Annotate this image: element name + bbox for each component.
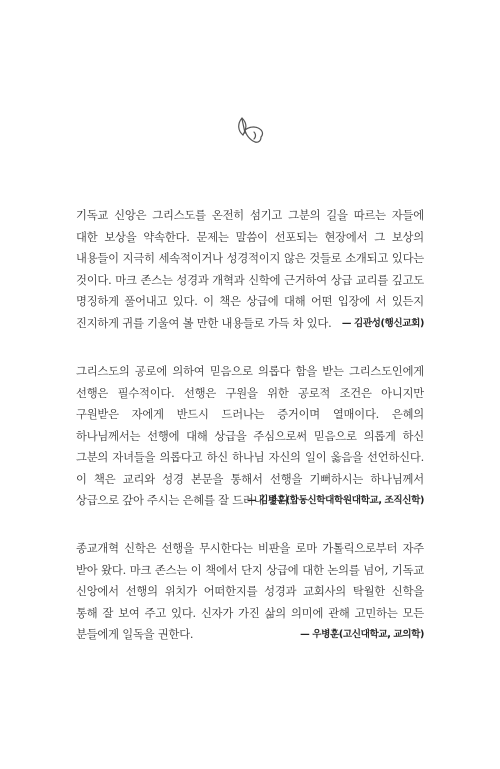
quote-text: 종교개혁 신학은 선행을 무시한다는 비판을 로마 가톨릭으로부터 자주 받아 왔다. 마크 존스는 이 책에서 단지 상급에 대한 논의를 넘어, 기독교 신앙에서 선행의 위치가 어떠한지를 성경과 교회사의 탁월한 신학을 통해 잘 보여 주고 있다. 신자가 가진 삶의 의미에 관해 고민하는 모든 분들에게 일독을 권한다. xyxy=(76,542,424,641)
quote-text: 그리스도의 공로에 의하여 믿음으로 의롭다 함을 받는 그리스도인에게 선행은 필수적이다. 선행은 구원을 위한 공로적 조건은 아니지만 구원받은 자에게 반드시 드러나는 증거이며 열매이다. 은혜의 하나님께서는 선행에 대해 상급을 주심으로써 믿음으로 의롭게 하신 그분의 자녀들을 의롭다고 하신 하나님 자신의 일이 옳음을 선언하신다. 이 책은 교리와 성경 본문을 통해서 선행을 기뻐하시는 하나님께서 상급으로 갚아 주시는 은혜를 잘 드러내 준다. xyxy=(76,365,424,507)
quote-text: 기독교 신앙은 그리스도를 온전히 섬기고 그분의 길을 따르는 자들에 대한 보상을 약속한다. 문제는 말씀이 선포되는 현장에서 그 보상의 내용들이 지극히 세속적이거나 성경적이지 않은 것들로 소개되고 있다는 것이다. 마크 존스는 성경과 개혁과 신학에 근거하여 상급 교리를 깊고도 명징하게 풀어내고 있다. 이 책은 상급에 대해 어떤 입장에 서 있든지 진지하게 귀를 기울여 볼 만한 내용들로 가득 차 있다. xyxy=(76,209,424,330)
quote-block-1 xyxy=(76,205,424,334)
quill-ornament-icon xyxy=(233,113,267,147)
quote-block-2 xyxy=(76,361,424,512)
quote-attribution: — 우병훈(고신대학교, 교의학) xyxy=(300,629,424,640)
quote-attribution: — 김병훈(합동신학대학원대학교, 조직신학) xyxy=(246,495,424,506)
quote-attribution: — 김관성(행신교회) xyxy=(341,317,424,329)
quote-block-3 xyxy=(76,538,424,646)
